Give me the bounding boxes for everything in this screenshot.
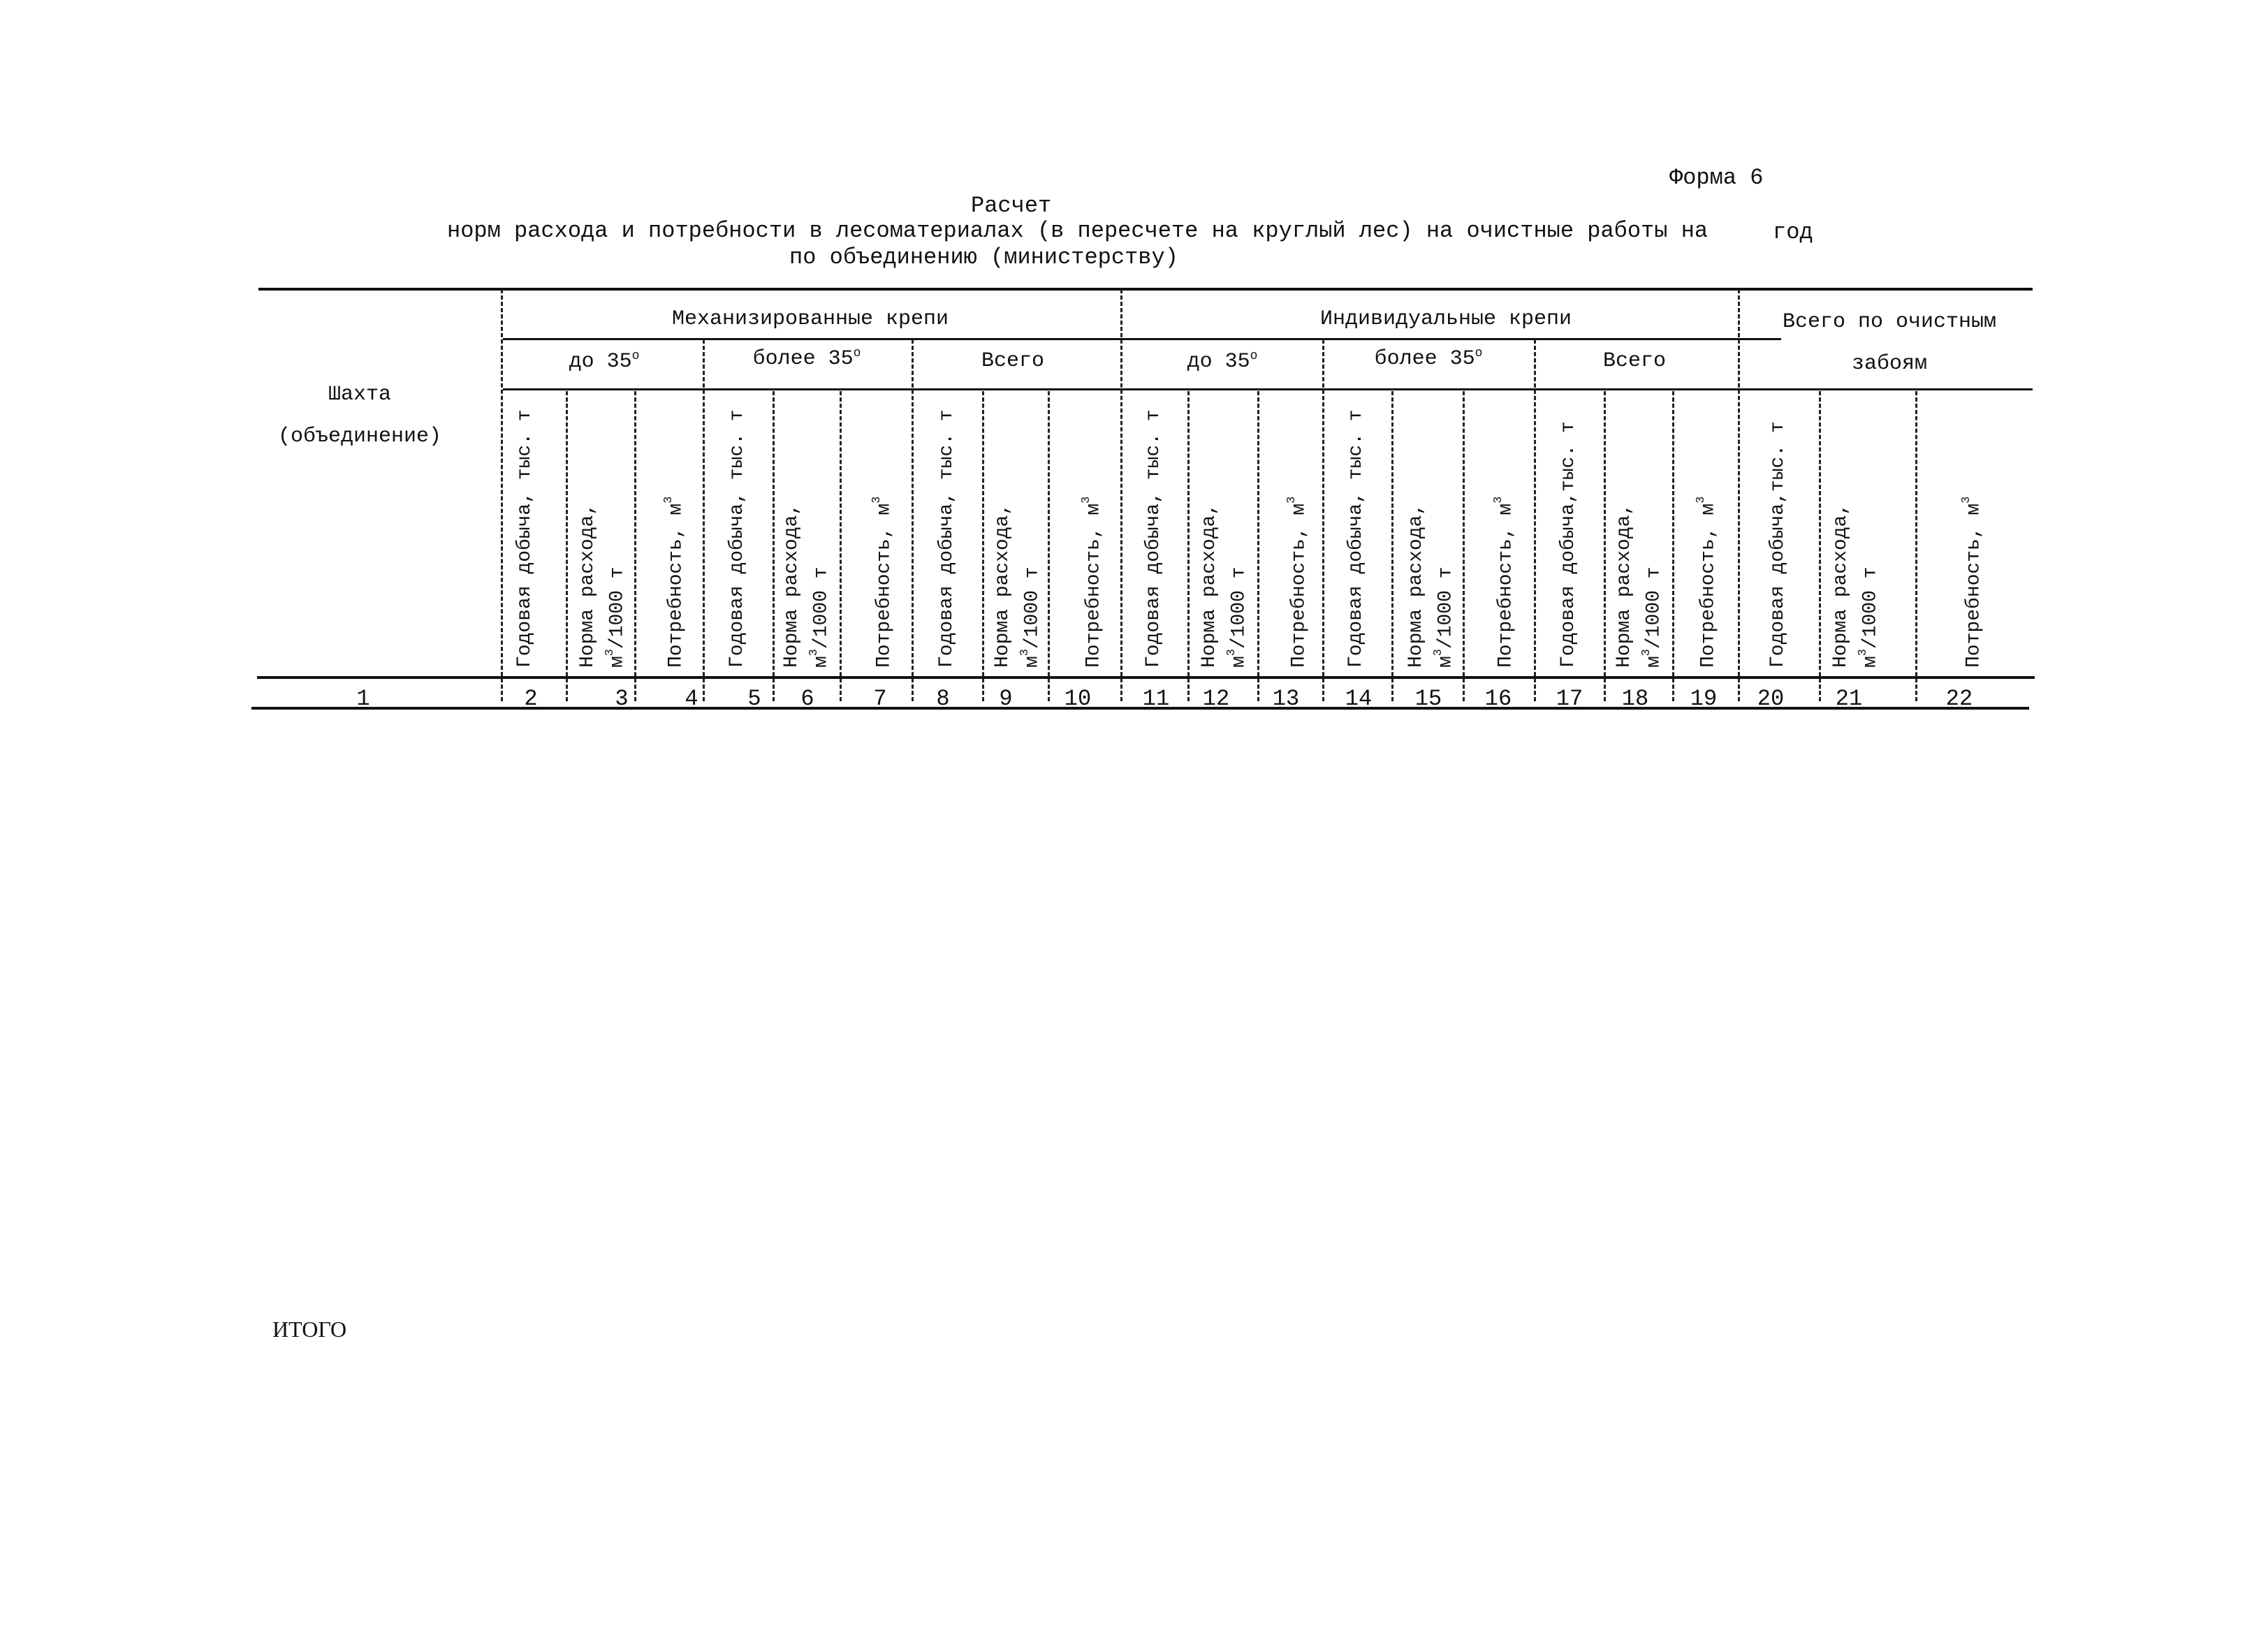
divider-mech-sub2 — [912, 339, 914, 701]
col-header-9 — [992, 461, 1044, 668]
col-divider — [982, 391, 984, 701]
year-label: год — [1773, 219, 1813, 245]
total-row-label: ИТОГО — [272, 1317, 347, 1342]
col-header-17: Годовая добыча,тыс. т — [1558, 421, 1579, 668]
header-bottom-rule — [257, 676, 2035, 679]
col-header-text: Потребность, м — [1697, 503, 1720, 668]
col-header-3 — [577, 461, 629, 668]
group-total-header-line2: забоям — [1851, 352, 1928, 376]
col-number: 10 — [1064, 686, 1092, 712]
cube-mark: 3 — [870, 496, 884, 504]
col-number: 17 — [1556, 686, 1583, 712]
col-header-text: Потребность, м — [1083, 503, 1105, 668]
col-divider — [1391, 391, 1393, 701]
group-rule-left — [503, 338, 1781, 340]
col-header-unit: м — [1435, 656, 1457, 668]
col-number: 12 — [1202, 686, 1230, 712]
divider-mech-sub1 — [703, 339, 705, 701]
col-header-11: Годовая добыча, тыс. т — [1143, 409, 1164, 668]
col-header-text: Потребность, м — [1495, 503, 1517, 668]
col-number: 7 — [873, 686, 887, 712]
group-mech-header: Механизированные крепи — [671, 307, 949, 331]
col-divider — [1672, 391, 1674, 701]
divider-mech-indiv — [1120, 289, 1122, 701]
col-header-15 — [1405, 468, 1457, 668]
col-number: 21 — [1835, 686, 1863, 712]
cube-mark: 3 — [1285, 496, 1298, 504]
col-divider — [840, 391, 842, 701]
degree-mark: o — [1475, 346, 1483, 360]
page-subtitle: норм расхода и потребности в лесоматериалах (в пересчете на круглый лес) на очистные работы на — [447, 218, 1709, 244]
subgroup-rule — [503, 388, 2033, 390]
col-number: 6 — [800, 686, 814, 712]
group-total-header-line1: Всего по очистным — [1782, 310, 1997, 334]
degree-mark: o — [1250, 349, 1258, 363]
col-number: 20 — [1757, 686, 1785, 712]
shaft-header — [255, 383, 464, 448]
cube-mark: 3 — [603, 649, 617, 657]
col-number: 13 — [1272, 686, 1300, 712]
sub-indiv-all: Всего — [1602, 349, 1666, 373]
col-header-21 — [1830, 468, 1882, 668]
col-number: 2 — [524, 686, 538, 712]
col-header-5: Годовая добыча, тыс. т — [726, 409, 748, 668]
col-number: 5 — [747, 686, 761, 712]
sub-label: более 35 — [752, 347, 854, 371]
col-header-10 — [1076, 433, 1105, 668]
col-divider — [634, 391, 636, 701]
col-header-16 — [1488, 447, 1517, 668]
col-header-unit: м — [1643, 656, 1665, 668]
col-divider — [1187, 391, 1190, 701]
col-number: 11 — [1142, 686, 1170, 712]
col-number: 3 — [615, 686, 629, 712]
sub-mech-all: Всего — [981, 349, 1044, 373]
col-header-19 — [1690, 433, 1720, 668]
form-label: Форма 6 — [1669, 165, 1764, 191]
col-header-14: Годовая добыча, тыс. т — [1345, 409, 1367, 668]
col-header-unit: м — [606, 656, 629, 668]
cube-mark: 3 — [1695, 496, 1708, 504]
col-divider — [1819, 391, 1821, 701]
cube-mark: 3 — [1432, 649, 1445, 657]
col-number: 14 — [1345, 686, 1373, 712]
group-indiv-header: Индивидуальные крепи — [1319, 307, 1572, 331]
col-header-unit-suffix: /1000 т — [1435, 566, 1457, 650]
col-header-unit: м — [1228, 656, 1250, 668]
divider-indiv-sub2 — [1534, 339, 1536, 701]
degree-mark: o — [631, 349, 640, 363]
col-header-text: Норма расхода, — [1614, 503, 1635, 668]
col-number: 1 — [356, 686, 370, 712]
col-header-text: Потребность, м — [1288, 503, 1310, 668]
cube-mark: 3 — [1492, 496, 1505, 504]
col-divider — [1048, 391, 1050, 701]
col-header-unit-suffix: /1000 т — [1228, 566, 1250, 650]
col-header-text: Норма расхода, — [781, 503, 803, 668]
col-header-2: Годовая добыча, тыс. т — [514, 409, 536, 668]
col-header-unit: м — [1859, 656, 1882, 668]
col-header-text: Норма расхода, — [1405, 503, 1427, 668]
page-subtitle-scope: по объединению (министерству) — [789, 244, 1178, 270]
sub-label: до 35 — [1187, 350, 1250, 374]
col-header-text: Потребность, м — [873, 503, 895, 668]
col-number: 16 — [1484, 686, 1512, 712]
col-number: 8 — [936, 686, 950, 712]
cube-mark: 3 — [662, 496, 675, 504]
col-header-12 — [1199, 461, 1250, 668]
sub-indiv-over35 — [1327, 346, 1530, 371]
cube-mark: 3 — [1640, 649, 1653, 657]
col-divider — [1257, 391, 1259, 701]
col-number: 18 — [1621, 686, 1649, 712]
col-header-18 — [1614, 468, 1665, 668]
sub-mech-over35 — [705, 346, 908, 371]
cube-mark: 3 — [1080, 496, 1093, 504]
col-header-text: Норма расхода, — [1199, 503, 1220, 668]
col-header-20: Годовая добыча,тыс. т — [1767, 421, 1789, 668]
col-number: 22 — [1945, 686, 1973, 712]
col-header-unit-suffix: /1000 т — [1021, 566, 1044, 650]
page-title: Расчет — [971, 193, 1052, 219]
divider-indiv-total — [1738, 289, 1740, 701]
cube-mark: 3 — [1018, 649, 1032, 657]
shaft-sublabel: (объединение) — [277, 425, 442, 448]
sub-label: до 35 — [569, 350, 632, 374]
divider-shaft — [501, 289, 503, 701]
cube-mark: 3 — [1225, 649, 1238, 657]
sub-mech-upto35 — [510, 349, 698, 374]
shaft-label: Шахта — [328, 383, 391, 406]
col-header-text: Норма расхода, — [992, 503, 1014, 668]
col-divider — [1463, 391, 1465, 701]
col-header-7 — [866, 433, 895, 668]
col-number: 4 — [685, 686, 698, 712]
cube-mark: 3 — [807, 649, 821, 657]
col-header-4 — [658, 447, 687, 668]
col-header-unit-suffix: /1000 т — [606, 566, 629, 650]
col-divider — [773, 391, 775, 701]
col-number: 19 — [1690, 686, 1718, 712]
col-header-text: Потребность, м — [1963, 503, 1985, 668]
col-divider — [1915, 391, 1917, 701]
col-header-6 — [781, 461, 833, 668]
col-number: 15 — [1414, 686, 1442, 712]
col-header-text: Норма расхода, — [1830, 503, 1852, 668]
degree-mark: o — [853, 346, 861, 360]
col-header-22 — [1956, 454, 1985, 668]
col-header-unit: м — [1021, 656, 1044, 668]
cube-mark: 3 — [1960, 496, 1973, 504]
col-header-unit: м — [810, 656, 833, 668]
col-header-8: Годовая добыча, тыс. т — [936, 409, 958, 668]
col-divider — [1604, 391, 1606, 701]
divider-indiv-sub1 — [1322, 339, 1324, 701]
col-number: 9 — [999, 686, 1013, 712]
cube-mark: 3 — [1857, 649, 1870, 657]
col-header-unit-suffix: /1000 т — [810, 566, 833, 650]
col-header-unit-suffix: /1000 т — [1643, 566, 1665, 650]
sub-label: более 35 — [1374, 347, 1475, 371]
col-divider — [566, 391, 568, 701]
col-header-13 — [1281, 447, 1310, 668]
col-header-text: Норма расхода, — [577, 503, 599, 668]
sub-indiv-upto35 — [1125, 349, 1320, 374]
col-header-text: Потребность, м — [665, 503, 687, 668]
table-top-rule — [258, 288, 2033, 291]
col-header-unit-suffix: /1000 т — [1859, 566, 1882, 650]
